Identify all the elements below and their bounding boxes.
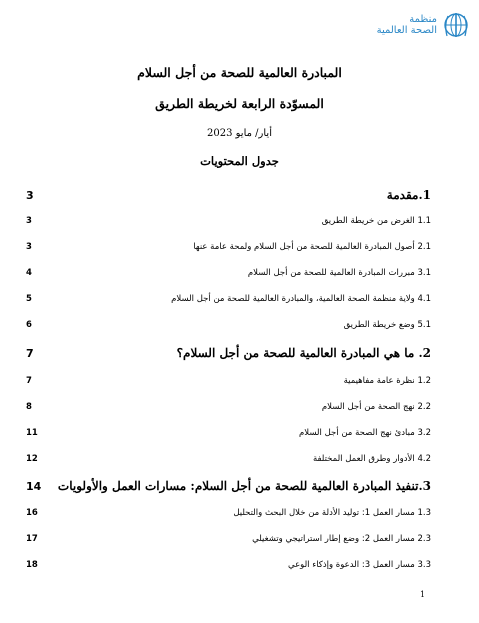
document-subtitle: المسوّدة الرابعة لخريطة الطريق [155, 96, 324, 111]
toc-entry[interactable] [26, 372, 431, 390]
logo-line-2: الصحة العالمية [376, 25, 437, 36]
toc-entry-page: 3 [26, 188, 34, 202]
logo-line-1: منظمة [409, 14, 437, 25]
toc-entry-page: 18 [26, 560, 38, 570]
toc-entry[interactable] [26, 344, 431, 362]
document-date: أيار/ مايو 2023 [207, 128, 272, 139]
toc-entry-page: 16 [26, 508, 38, 518]
document-title: المبادرة العالمية للصحة من أجل السلام [137, 65, 342, 80]
toc-entry-page: 3 [26, 216, 32, 226]
toc-entry-title: 3.تنفيذ المبادرة العالمية للصحة من أجل السلام: مسارات العمل والأولويات [57, 479, 431, 493]
toc-entry-title: 1.مقدمة [386, 188, 431, 202]
toc-entry-page: 11 [26, 428, 38, 438]
toc-entry-title: 1.1 الغرض من خريطة الطريق [321, 216, 431, 226]
who-logo [377, 10, 471, 40]
who-logo-text [377, 14, 437, 36]
toc-entry-title: 3.1 مبررات المبادرة العالمية للصحة من أجل السلام [247, 268, 431, 278]
toc-entry-page: 6 [26, 320, 32, 330]
toc-heading: جدول المحتويات [200, 154, 279, 168]
who-emblem-icon [441, 10, 471, 40]
toc-entry[interactable] [26, 398, 431, 416]
toc-entry-page: 3 [26, 242, 32, 252]
toc-entry-title: 1.3 مسار العمل 1: توليد الأدلة من خلال البحث والتحليل [233, 508, 431, 518]
toc-entry[interactable] [26, 504, 431, 522]
toc-entry[interactable] [26, 530, 431, 548]
toc-entry[interactable] [26, 290, 431, 308]
toc-entry[interactable] [26, 450, 431, 468]
toc-entry-title: 2.3 مسار العمل 2: وضع إطار استراتيجي وتشغيلي [252, 534, 431, 544]
toc-entry-page: 12 [26, 454, 38, 464]
toc-entry-title: 2. ما هي المبادرة العالمية للصحة من أجل السلام؟ [176, 346, 431, 360]
toc-entry[interactable] [26, 556, 431, 574]
toc-entry[interactable] [26, 238, 431, 256]
toc-entry-title: 3.3 مسار العمل 3: الدعوة وإذكاء الوعي [288, 560, 431, 570]
toc-entry-page: 4 [26, 268, 32, 278]
toc-entry-page: 7 [26, 376, 32, 386]
toc-entry[interactable] [26, 316, 431, 334]
toc-entry-page: 5 [26, 294, 32, 304]
toc-entry-title: 2.1 أصول المبادرة العالمية للصحة من أجل السلام ولمحة عامة عنها [193, 242, 431, 252]
toc-entry-title: 2.2 نهج الصحة من أجل السلام [321, 402, 431, 412]
toc-entry-title: 1.2 نظرة عامة مفاهيمية [343, 376, 431, 386]
toc-entry[interactable] [26, 212, 431, 230]
toc-entry-title: 5.1 وضع خريطة الطريق [343, 320, 431, 330]
toc-entry-title: 4.2 الأدوار وطرق العمل المختلفة [312, 454, 431, 464]
toc-entry-title: 3.2 مبادئ نهج الصحة من أجل السلام [299, 428, 431, 438]
toc-entry-page: 7 [26, 346, 34, 360]
toc-entry-page: 8 [26, 402, 32, 412]
toc-entry[interactable] [26, 477, 431, 495]
page-number: 1 [420, 590, 426, 599]
toc-entry[interactable] [26, 424, 431, 442]
toc-entry[interactable] [26, 264, 431, 282]
toc-entry-page: 14 [26, 479, 42, 493]
toc-entry-title: 4.1 ولاية منظمة الصحة العالمية، والمبادرة العالمية للصحة من أجل السلام [171, 294, 431, 304]
toc-entry-page: 17 [26, 534, 38, 544]
toc-entry[interactable] [26, 186, 431, 204]
